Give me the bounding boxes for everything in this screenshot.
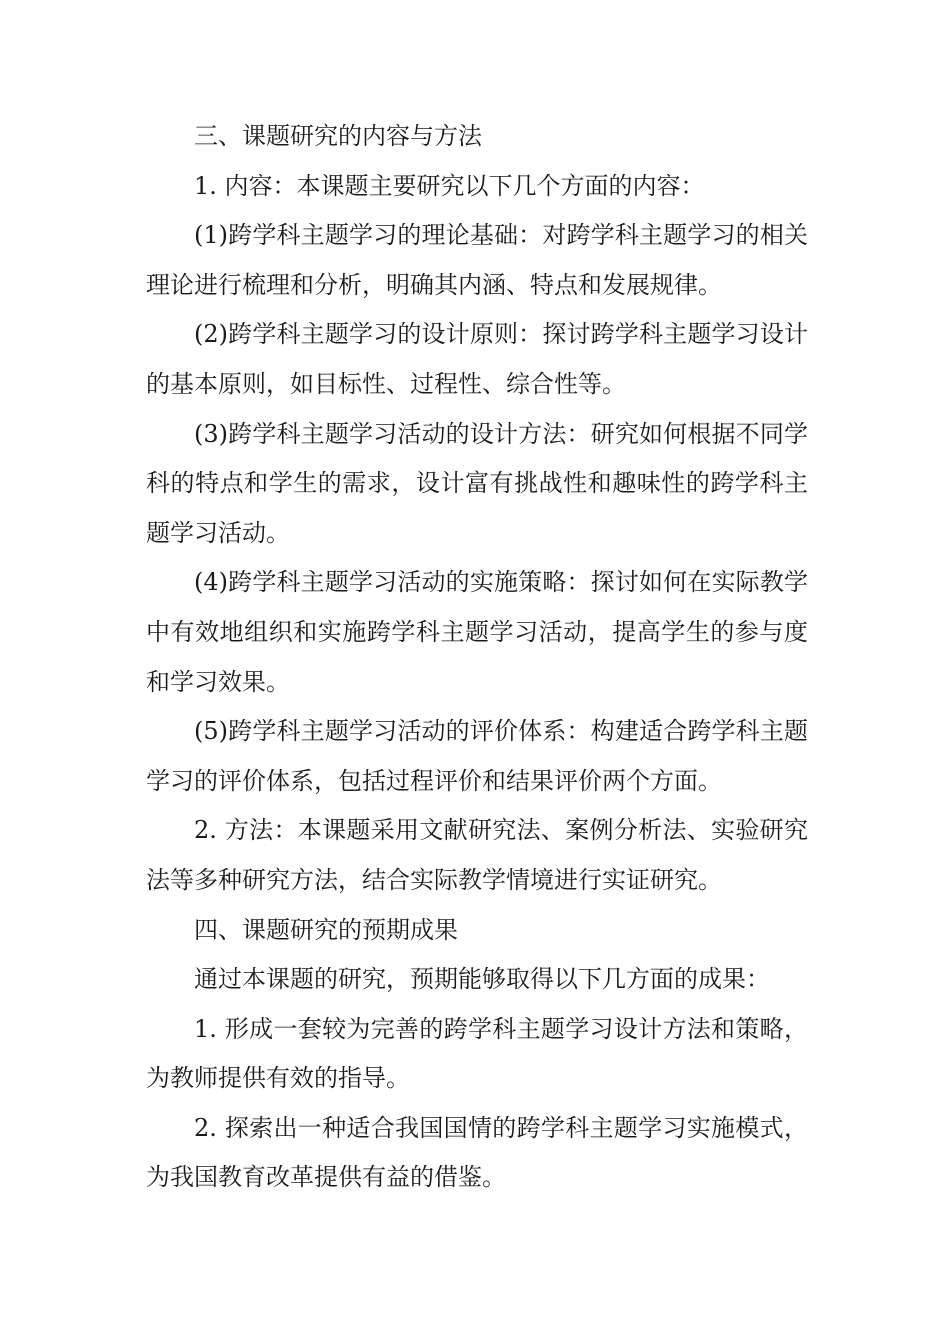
paragraph-result-2: 2. 探索出一种适合我国国情的跨学科主题学习实施模式，为我国教育改革提供有益的借鉴。 [146, 1113, 808, 1192]
document-body [146, 112, 808, 1203]
paragraph-content-item-2: (2)跨学科主题学习的设计原则：探讨跨学科主题学习设计的基本原则，如目标性、过程性、综合性等。 [146, 320, 808, 398]
paragraph-content-item-1: (1)跨学科主题学习的理论基础：对跨学科主题学习的相关理论进行梳理和分析，明确其内涵、特点和发展规律。 [146, 221, 808, 299]
paragraph-content-item-3: (3)跨学科主题学习活动的设计方法：研究如何根据不同学科的特点和学生的需求，设计富有挑战性和趣味性的跨学科主题学习活动。 [146, 419, 808, 547]
paragraph-results-intro: 通过本课题的研究，预期能够取得以下几方面的成果： [194, 965, 770, 994]
section-heading-research-content-methods: 三、课题研究的内容与方法 [194, 122, 482, 150]
paragraph-result-1: 1. 形成一套较为完善的跨学科主题学习设计方法和策略，为教师提供有效的指导。 [146, 1014, 808, 1093]
paragraph-content-item-4: (4)跨学科主题学习活动的实施策略：探讨如何在实际教学中有效地组织和实施跨学科主题学习活动，提高学生的参与度和学习效果。 [146, 568, 808, 696]
section-heading-expected-results: 四、课题研究的预期成果 [194, 915, 458, 944]
paragraph-content-intro: 1. 内容：本课题主要研究以下几个方面的内容： [194, 171, 705, 200]
paragraph-content-item-5: (5)跨学科主题学习活动的评价体系：构建适合跨学科主题学习的评价体系，包括过程评价和结果评价两个方面。 [146, 717, 808, 795]
paragraph-methods: 2. 方法：本课题采用文献研究法、案例分析法、实验研究法等多种研究方法，结合实际教学情境进行实证研究。 [146, 816, 808, 894]
